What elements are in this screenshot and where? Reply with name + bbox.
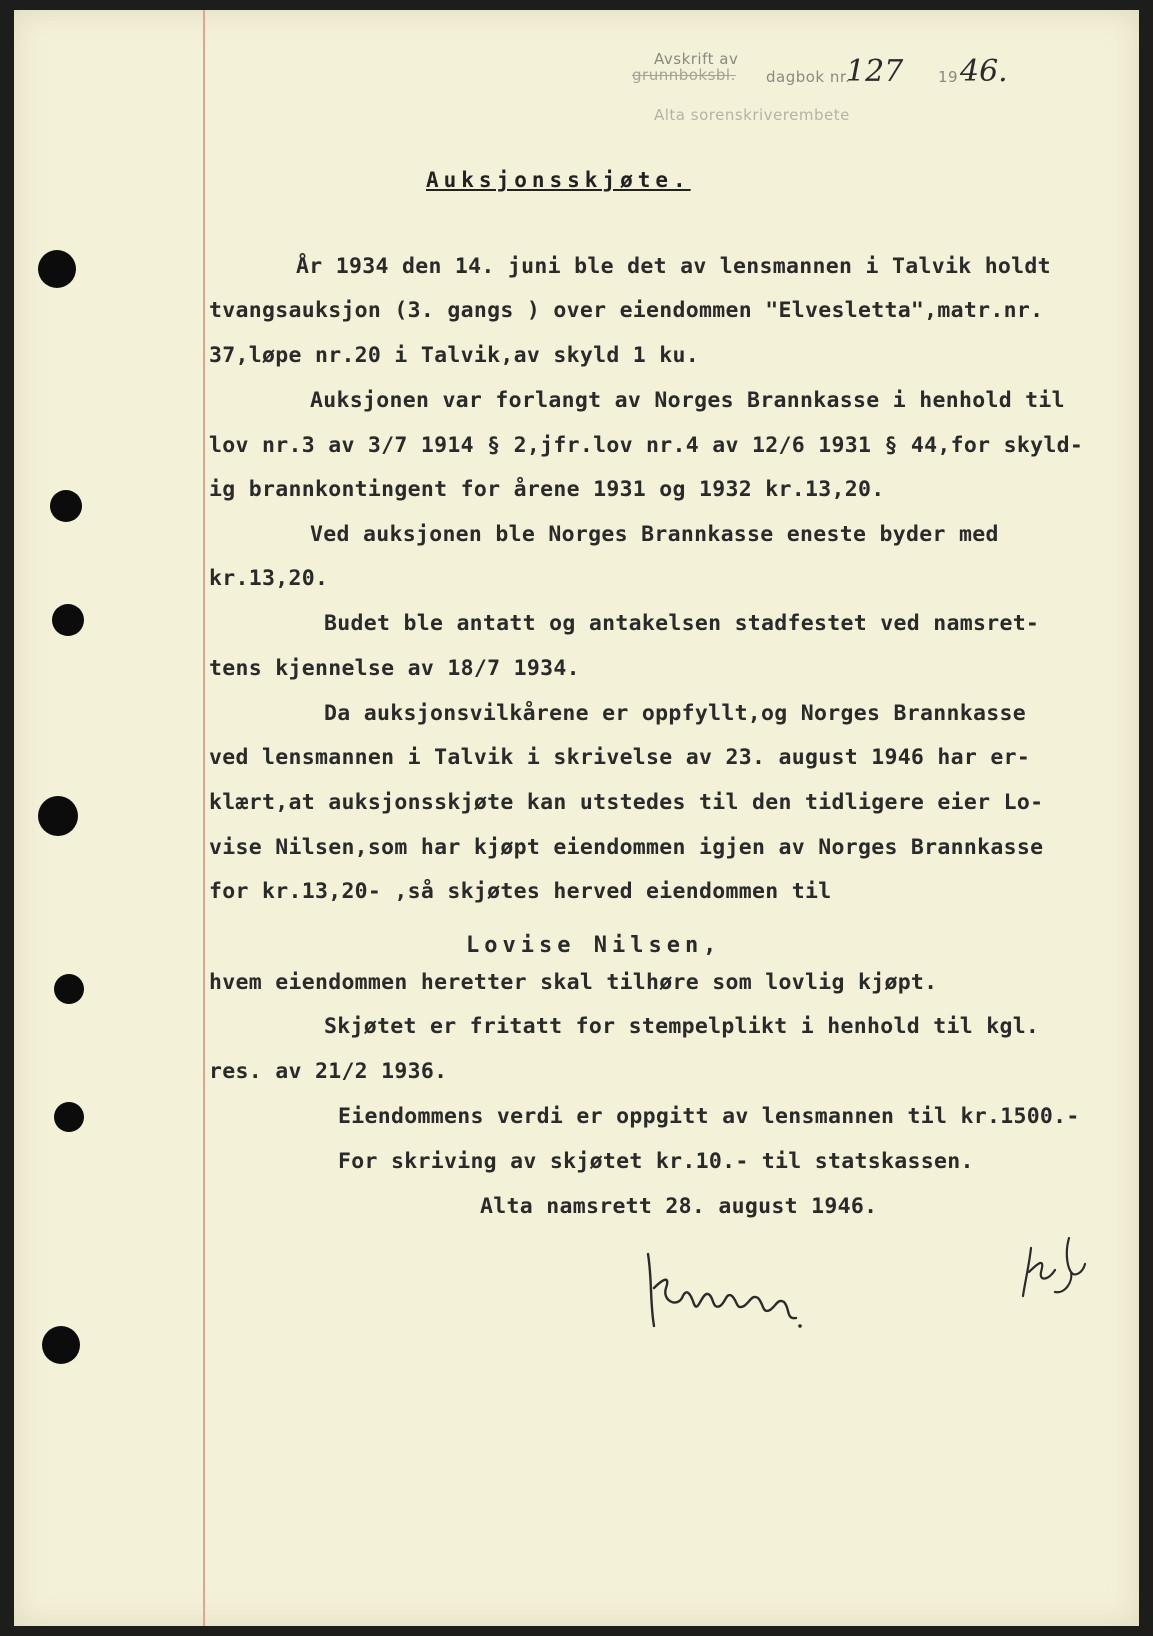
stamp-line-1: Avskrift av [654, 50, 739, 68]
text-line: For skriving av skjøtet kr.10.- til statskassen. [338, 1149, 974, 1174]
text-line: År 1934 den 14. juni ble det av lensmannen i Talvik holdt [296, 254, 1051, 279]
text-line: Eiendommens verdi er oppgitt av lensmannen til kr.1500.- [338, 1104, 1080, 1129]
initials-mark [1019, 1232, 1099, 1302]
text-line: Ved auksjonen ble Norges Brannkasse eneste byder med [310, 522, 999, 547]
punch-hole [38, 250, 76, 288]
stamp-year-handwritten: 46. [960, 54, 1008, 89]
text-line: klært,at auksjonsskjøte kan utstedes til den tidligere eier Lo- [209, 790, 1044, 815]
punch-hole [54, 1102, 84, 1132]
punch-hole [38, 796, 78, 836]
text-line: Skjøtet er fritatt for stempelplikt i henhold til kgl. [324, 1014, 1040, 1039]
text-line: tvangsauksjon (3. gangs ) over eiendommen "Elvesletta",matr.nr. [209, 298, 1044, 323]
punch-hole [42, 1326, 80, 1364]
text-line: ig brannkontingent for årene 1931 og 1932 kr.13,20. [209, 477, 885, 502]
dagbok-number: 127 [846, 54, 904, 89]
punch-hole [52, 604, 84, 636]
text-line: 37,løpe nr.20 i Talvik,av skyld 1 ku. [209, 343, 700, 368]
text-line: ved lensmannen i Talvik i skrivelse av 23. august 1946 har er- [209, 745, 1031, 770]
text-line: res. av 21/2 1936. [209, 1059, 448, 1084]
text-line: tens kjennelse av 18/7 1934. [209, 656, 580, 681]
text-line: Alta namsrett 28. august 1946. [480, 1194, 878, 1219]
stamp-line-3: Alta sorenskriverembete [654, 106, 850, 124]
text-line: Auksjonen var forlangt av Norges Brannkasse i henhold til [310, 388, 1065, 413]
text-line: hvem eiendommen heretter skal tilhøre som lovlig kjøpt. [209, 970, 938, 995]
text-line: Da auksjonsvilkårene er oppfyllt,og Norges Brannkasse [324, 701, 1026, 726]
stamp-year-printed: 19 [938, 68, 959, 86]
text-line: for kr.13,20- ,så skjøtes herved eiendommen til [209, 879, 832, 904]
punch-hole [50, 490, 82, 522]
stamp-dagbok-label: dagbok nr. [766, 68, 851, 86]
buyer-name: Lovise Nilsen, [466, 933, 722, 958]
text-line: vise Nilsen,som har kjøpt eiendommen igjen av Norges Brannkasse [209, 835, 1044, 860]
judge-signature [640, 1248, 810, 1332]
text-line: lov nr.3 av 3/7 1914 § 2,jfr.lov nr.4 av 12/6 1931 § 44,for skyld- [209, 433, 1084, 458]
punch-hole [54, 974, 84, 1004]
text-line: Budet ble antatt og antakelsen stadfestet ved namsret- [324, 611, 1040, 636]
text-line: kr.13,20. [209, 566, 329, 591]
document-title: Auksjonsskjøte. [426, 168, 691, 192]
stamp-struck-prefix: grunnboksbl. [632, 66, 736, 84]
margin-rule [203, 10, 205, 1626]
document-page [14, 10, 1139, 1626]
